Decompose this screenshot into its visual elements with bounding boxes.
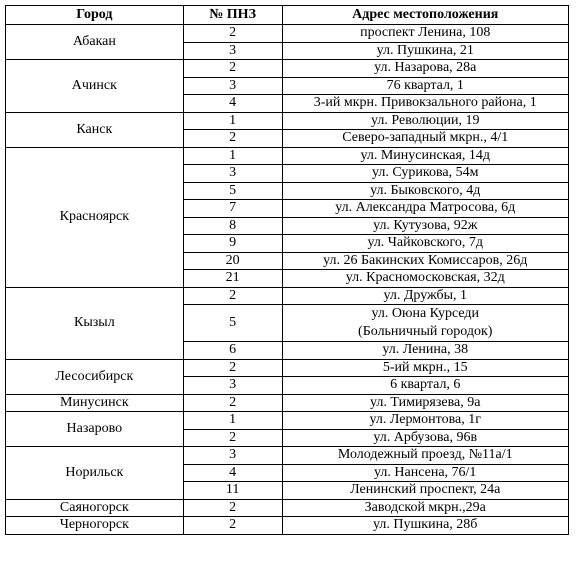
station-number-cell: 2 [183,130,282,148]
station-number-cell: 4 [183,464,282,482]
station-number-cell: 3 [183,165,282,183]
table-row [6,112,569,130]
city-cell: Назарово [6,412,184,447]
address-line: 5-ий мкрн., 15 [382,359,468,375]
address-line: ул. Тимирязева, 9а [370,394,481,410]
city-cell: Абакан [6,25,184,60]
address-line: ул. Кутузова, 92ж [373,217,478,233]
station-number-cell: 3 [183,42,282,60]
address-line: Северо-западный мкрн., 4/1 [342,130,509,146]
station-number-cell: 2 [183,60,282,78]
station-number-cell: 2 [183,517,282,535]
header-row [6,6,569,25]
address-cell [282,60,569,78]
city-cell: Ачинск [6,60,184,113]
table-body [6,25,569,535]
city-cell: Канск [6,112,184,147]
header-city: Город [6,6,184,25]
address-cell [282,25,569,43]
address-line: ул. Дружбы, 1 [383,287,468,303]
address-line: проспект Ленина, 108 [360,25,491,41]
address-line: 6 квартал, 6 [390,377,461,393]
address-line: ул. 26 Бакинских Комиссаров, 26д [323,252,528,268]
address-line: (Больничный городок) [358,324,493,339]
address-line: ул. Александра Матросова, 6д [335,200,516,216]
address-line: 76 квартал, 1 [386,77,464,93]
address-cell [282,394,569,412]
address-cell [282,252,569,270]
address-line: ул. Пушкина, 28б [373,517,478,533]
header-station-number: № ПНЗ [183,6,282,25]
address-cell [282,305,569,342]
station-number-cell: 9 [183,235,282,253]
address-cell [282,342,569,360]
address-line: ул. Лермонтова, 1г [369,412,481,428]
address-line: ул. Сурикова, 54м [372,165,479,181]
address-line: ул. Чайковского, 7д [367,235,484,251]
address-cell [282,270,569,288]
city-cell: Саяногорск [6,499,184,517]
city-cell: Норильск [6,447,184,500]
address-cell [282,200,569,218]
station-number-cell: 8 [183,217,282,235]
address-line: ул. Быковского, 4д [370,182,481,198]
address-line: ул. Оюна Курседи [371,306,479,321]
station-number-cell: 5 [183,182,282,200]
table-row [6,359,569,377]
stations-table [5,5,569,535]
station-number-cell: 3 [183,377,282,395]
address-cell [282,112,569,130]
address-line: ул. Нансена, 76/1 [374,464,477,480]
address-cell [282,130,569,148]
station-number-cell: 21 [183,270,282,288]
station-number-cell: 6 [183,342,282,360]
table-row [6,147,569,165]
address-cell [282,42,569,60]
address-cell [282,429,569,447]
table-row [6,447,569,465]
table-row [6,287,569,305]
header-address: Адрес местоположения [282,6,569,25]
address-cell [282,499,569,517]
address-cell [282,447,569,465]
table-row [6,517,569,535]
address-line: ул. Назарова, 28а [374,60,477,76]
station-number-cell: 2 [183,394,282,412]
station-number-cell: 2 [183,25,282,43]
table-row [6,412,569,430]
city-cell: Лесосибирск [6,359,184,394]
address-line: Ленинский проспект, 24а [350,482,501,498]
station-number-cell: 11 [183,482,282,500]
address-cell [282,95,569,113]
address-line: ул. Ленина, 38 [382,342,469,358]
address-cell [282,482,569,500]
station-number-cell: 2 [183,429,282,447]
station-number-cell: 2 [183,359,282,377]
address-cell [282,182,569,200]
address-cell [282,235,569,253]
city-cell: Красноярск [6,147,184,287]
address-line: ул. Революции, 19 [371,112,480,128]
station-number-cell: 1 [183,147,282,165]
table-row [6,394,569,412]
address-cell [282,165,569,183]
station-number-cell: 1 [183,412,282,430]
address-line: ул. Арбузова, 96в [373,429,478,445]
address-cell [282,147,569,165]
address-line: ул. Красномосковская, 32д [345,270,505,286]
city-cell: Черногорск [6,517,184,535]
station-number-cell: 2 [183,499,282,517]
station-number-cell: 3 [183,77,282,95]
city-cell: Кызыл [6,287,184,359]
city-cell: Минусинск [6,394,184,412]
address-cell [282,517,569,535]
station-number-cell: 2 [183,287,282,305]
address-cell [282,359,569,377]
station-number-cell: 20 [183,252,282,270]
address-line: Заводской мкрн.,29а [364,499,486,515]
address-line: ул. Пушкина, 21 [376,42,474,58]
address-cell [282,287,569,305]
table-row [6,25,569,43]
address-line: Молодежный проезд, №11а/1 [337,447,513,463]
address-cell [282,77,569,95]
address-line: 3-ий мкрн. Привокзального района, 1 [313,95,537,111]
address-cell [282,377,569,395]
address-line: ул. Минусинская, 14д [360,147,491,163]
address-cell [282,217,569,235]
table-row [6,60,569,78]
station-number-cell: 3 [183,447,282,465]
table-row [6,499,569,517]
station-number-cell: 5 [183,305,282,342]
station-number-cell: 4 [183,95,282,113]
station-number-cell: 7 [183,200,282,218]
station-number-cell: 1 [183,112,282,130]
address-cell [282,464,569,482]
address-cell [282,412,569,430]
